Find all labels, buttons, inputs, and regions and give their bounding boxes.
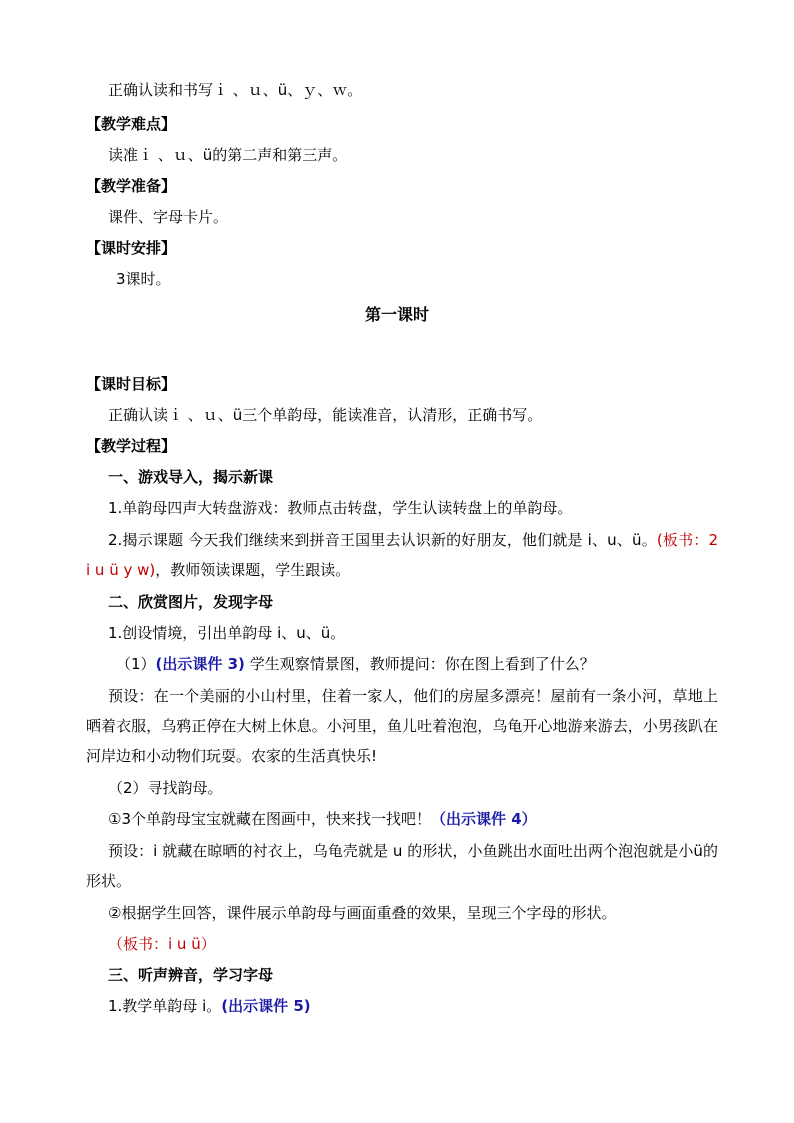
- board-writing-note: (板书：2 i u ü y w): [86, 531, 718, 579]
- text-run: ，教师领读课题，学生跟读。: [155, 561, 351, 579]
- section-heading-process: 【教学过程】: [86, 437, 177, 455]
- text-run: （1）: [116, 655, 156, 673]
- lesson-title: 第一课时: [364, 305, 429, 324]
- section-heading-prep: 【教学准备】: [86, 177, 177, 195]
- text-line: 3课时。: [116, 270, 171, 288]
- text-run: 2.揭示课题 今天我们继续来到拼音王国里去认识新的好朋友，他们就是 i、u、ü。: [108, 531, 657, 549]
- text-line: ②根据学生回答，课件展示单韵母与画面重叠的效果，呈现三个字母的形状。: [108, 904, 617, 922]
- courseware-note: (出示课件 3): [155, 655, 245, 673]
- text-line: 正确认读ｉ 、ｕ、ü三个单韵母，能读准音，认清形，正确书写。: [108, 406, 543, 424]
- text-run: 1.教学单韵母 i。: [108, 997, 222, 1015]
- text-line: 正确认读和书写ｉ 、ｕ、ü、ｙ、ｗ。: [108, 81, 363, 99]
- text-run: 学生观察情景图，教师提问：你在图上看到了什么？: [244, 655, 595, 673]
- section-heading-schedule: 【课时安排】: [86, 239, 177, 257]
- text-line: [108, 996, 311, 1016]
- section-heading-difficulty: 【教学难点】: [86, 115, 177, 133]
- text-paragraph: [86, 525, 718, 585]
- text-paragraph: 预设：在一个美丽的小山村里，住着一家人，他们的房屋多漂亮！屋前有一条小河，草地上晒着衣服，乌鸦正停在大树上休息。小河里，鱼儿吐着泡泡，乌龟开心地游来游去，小男孩趴在河岸边和小动物们玩耍。农家的生活真快乐!: [86, 687, 718, 765]
- board-writing-note: （板书：i u ü）: [108, 935, 216, 953]
- subsection-heading: 一、游戏导入，揭示新课: [108, 468, 274, 486]
- text-line: 读准ｉ 、ｕ、ü的第二声和第三声。: [108, 146, 348, 164]
- courseware-note: (出示课件 5): [221, 997, 311, 1015]
- text-line: 1.创设情境，引出单韵母 i、u、ü。: [108, 624, 346, 642]
- text-line: [116, 654, 595, 674]
- text-run: ①3个单韵母宝宝就藏在图画中，快来找一找吧！: [108, 810, 431, 828]
- courseware-note: （出示课件 4）: [431, 810, 537, 828]
- section-heading-goal: 【课时目标】: [86, 375, 177, 393]
- text-line: [108, 809, 537, 829]
- text-line: （2）寻找韵母。: [108, 779, 223, 797]
- subsection-heading: 二、欣赏图片，发现字母: [108, 593, 274, 611]
- text-line: 1.单韵母四声大转盘游戏：教师点击转盘，学生认读转盘上的单韵母。: [108, 499, 573, 517]
- subsection-heading: 三、听声辨音，学习字母: [108, 966, 274, 984]
- text-paragraph: 预设：i 就藏在晾晒的衬衣上，乌龟壳就是 u 的形状，小鱼跳出水面吐出两个泡泡就是小ü的形状。: [86, 842, 718, 890]
- text-line: 课件、字母卡片。: [108, 208, 229, 226]
